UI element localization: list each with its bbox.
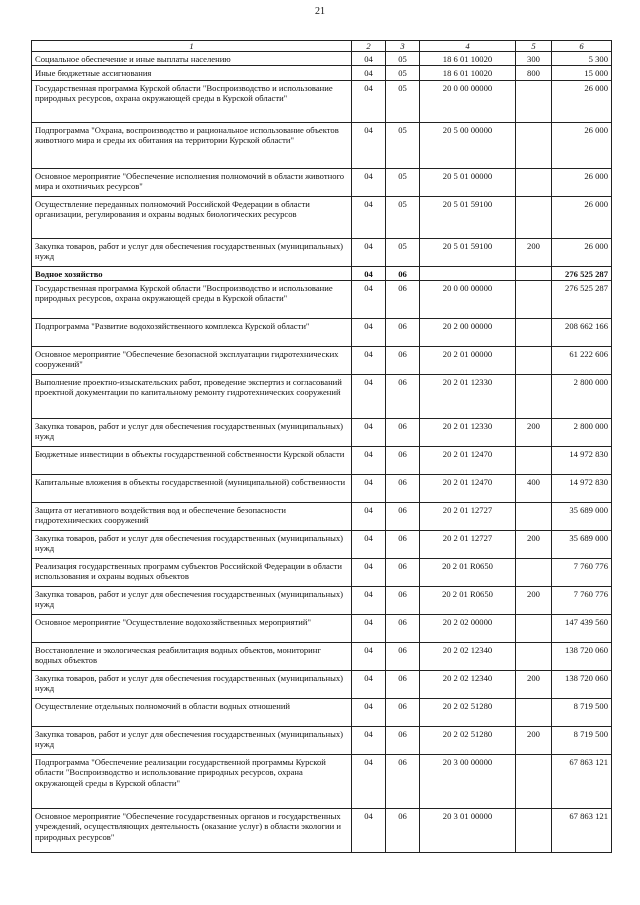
row-name-cell: Закупка товаров, работ и услуг для обеспечения государственных (муниципальных) нужд: [32, 670, 352, 698]
expense-type-cell: [516, 502, 552, 530]
target-article-cell: 20 0 00 00000: [420, 80, 516, 122]
row-name-cell: Реализация государственных программ субъектов Российской Федерации в области использования и охраны водных объектов: [32, 558, 352, 586]
table-row: [32, 238, 612, 266]
amount-cell: 8 719 500: [552, 698, 612, 726]
row-name-cell: Иные бюджетные ассигнования: [32, 66, 352, 80]
column-number-name: 1: [32, 41, 352, 52]
table-row: [32, 754, 612, 808]
table-row: [32, 418, 612, 446]
section-code-cell: 04: [352, 530, 386, 558]
table-row: [32, 168, 612, 196]
amount-cell: 26 000: [552, 168, 612, 196]
target-article-cell: 20 2 02 51280: [420, 698, 516, 726]
subsection-code-cell: 05: [386, 66, 420, 80]
column-number-pr: 3: [386, 41, 420, 52]
row-name-cell: Закупка товаров, работ и услуг для обеспечения государственных (муниципальных) нужд: [32, 530, 352, 558]
target-article-cell: 20 2 01 12727: [420, 502, 516, 530]
subsection-code-cell: 05: [386, 238, 420, 266]
expense-type-cell: 400: [516, 474, 552, 502]
amount-cell: 5 300: [552, 52, 612, 66]
amount-cell: 7 760 776: [552, 558, 612, 586]
amount-cell: 2 800 000: [552, 418, 612, 446]
amount-cell: 7 760 776: [552, 586, 612, 614]
row-name-cell: Основное мероприятие "Осуществление водохозяйственных мероприятий": [32, 614, 352, 642]
table-row: [32, 122, 612, 168]
section-code-cell: 04: [352, 726, 386, 754]
subsection-code-cell: 06: [386, 642, 420, 670]
target-article-cell: 20 2 02 00000: [420, 614, 516, 642]
section-code-cell: 04: [352, 698, 386, 726]
expense-type-cell: [516, 642, 552, 670]
section-code-cell: 04: [352, 66, 386, 80]
table-row: [32, 698, 612, 726]
column-number-sum: 6: [552, 41, 612, 52]
section-code-cell: 04: [352, 614, 386, 642]
target-article-cell: 20 5 01 00000: [420, 168, 516, 196]
amount-cell: 35 689 000: [552, 502, 612, 530]
target-article-cell: 20 2 00 00000: [420, 318, 516, 346]
amount-cell: 14 972 830: [552, 474, 612, 502]
amount-cell: 26 000: [552, 80, 612, 122]
amount-cell: 14 972 830: [552, 446, 612, 474]
section-code-cell: 04: [352, 586, 386, 614]
row-name-cell: Государственная программа Курской области "Воспроизводство и использование природных ресурсов, охрана окружающей среды в Курской области": [32, 280, 352, 318]
subsection-code-cell: 06: [386, 754, 420, 808]
table-row: [32, 446, 612, 474]
amount-cell: 147 439 560: [552, 614, 612, 642]
expense-type-cell: [516, 446, 552, 474]
subsection-code-cell: 06: [386, 318, 420, 346]
subsection-code-cell: 06: [386, 614, 420, 642]
amount-cell: 67 863 121: [552, 808, 612, 852]
subsection-code-cell: 05: [386, 52, 420, 66]
row-name-cell: Подпрограмма "Охрана, воспроизводство и рациональное использование объектов животного мира и среды их обитания на территории Курской области": [32, 122, 352, 168]
subsection-code-cell: 06: [386, 502, 420, 530]
expense-type-cell: [516, 614, 552, 642]
target-article-cell: 20 5 00 00000: [420, 122, 516, 168]
table-row: [32, 280, 612, 318]
row-name-cell: Основное мероприятие "Обеспечение исполнения полномочий в области животного мира и охотничьих ресурсов": [32, 168, 352, 196]
row-name-cell: Выполнение проектно-изыскательских работ, проведение экспертиз и согласований проектной документации по капитальному ремонту гидротехнических сооружений: [32, 374, 352, 418]
section-code-cell: 04: [352, 122, 386, 168]
table-row: [32, 52, 612, 66]
subsection-code-cell: 06: [386, 530, 420, 558]
amount-cell: 276 525 287: [552, 280, 612, 318]
section-code-cell: 04: [352, 374, 386, 418]
table-row: [32, 80, 612, 122]
section-code-cell: 04: [352, 642, 386, 670]
subsection-code-cell: 06: [386, 726, 420, 754]
subsection-code-cell: 06: [386, 418, 420, 446]
section-code-cell: 04: [352, 80, 386, 122]
page-number: 21: [315, 6, 325, 17]
section-code-cell: 04: [352, 238, 386, 266]
target-article-cell: 20 3 00 00000: [420, 754, 516, 808]
target-article-cell: 20 2 01 12330: [420, 374, 516, 418]
amount-cell: 35 689 000: [552, 530, 612, 558]
row-name-cell: Государственная программа Курской области "Воспроизводство и использование природных ресурсов, охрана окружающей среды в Курской области": [32, 80, 352, 122]
target-article-cell: 20 2 02 12340: [420, 642, 516, 670]
row-name-cell: Водное хозяйство: [32, 266, 352, 280]
subsection-code-cell: 06: [386, 346, 420, 374]
expense-type-cell: 300: [516, 52, 552, 66]
subsection-code-cell: 06: [386, 808, 420, 852]
expense-type-cell: 200: [516, 238, 552, 266]
expense-type-cell: [516, 266, 552, 280]
amount-cell: 2 800 000: [552, 374, 612, 418]
expense-type-cell: 200: [516, 726, 552, 754]
section-code-cell: 04: [352, 418, 386, 446]
target-article-cell: 20 2 02 51280: [420, 726, 516, 754]
target-article-cell: 20 0 00 00000: [420, 280, 516, 318]
target-article-cell: 20 2 01 00000: [420, 346, 516, 374]
target-article-cell: 20 3 01 00000: [420, 808, 516, 852]
expense-type-cell: 200: [516, 418, 552, 446]
target-article-cell: 20 2 01 R0650: [420, 558, 516, 586]
section-code-cell: 04: [352, 558, 386, 586]
row-name-cell: Закупка товаров, работ и услуг для обеспечения государственных (муниципальных) нужд: [32, 726, 352, 754]
target-article-cell: 20 2 01 12470: [420, 446, 516, 474]
target-article-cell: 20 5 01 59100: [420, 196, 516, 238]
subsection-code-cell: 06: [386, 474, 420, 502]
subsection-code-cell: 06: [386, 586, 420, 614]
section-code-cell: 04: [352, 670, 386, 698]
expense-type-cell: 200: [516, 670, 552, 698]
expense-type-cell: [516, 318, 552, 346]
table-row: [32, 586, 612, 614]
section-code-cell: 04: [352, 474, 386, 502]
expense-type-cell: [516, 698, 552, 726]
amount-cell: 8 719 500: [552, 726, 612, 754]
section-code-cell: 04: [352, 346, 386, 374]
section-code-cell: 04: [352, 446, 386, 474]
table-row: [32, 558, 612, 586]
target-article-cell: 20 2 01 12470: [420, 474, 516, 502]
expense-type-cell: [516, 80, 552, 122]
section-code-cell: 04: [352, 168, 386, 196]
section-code-cell: 04: [352, 318, 386, 346]
row-name-cell: Защита от негативного воздействия вод и обеспечение безопасности гидротехнических сооружений: [32, 502, 352, 530]
table-row: [32, 614, 612, 642]
row-name-cell: Восстановление и экологическая реабилитация водных объектов, мониторинг водных объектов: [32, 642, 352, 670]
subsection-code-cell: 06: [386, 670, 420, 698]
row-name-cell: Капитальные вложения в объекты государственной (муниципальной) собственности: [32, 474, 352, 502]
row-name-cell: Подпрограмма "Обеспечение реализации государственной программы Курской области "Воспроизводство и использование природных ресурсов, охрана окружающей среды в Курской области": [32, 754, 352, 808]
table-row: [32, 642, 612, 670]
target-article-cell: 20 5 01 59100: [420, 238, 516, 266]
table-row: [32, 474, 612, 502]
section-code-cell: 04: [352, 502, 386, 530]
column-number-csr: 4: [420, 41, 516, 52]
target-article-cell: 20 2 02 12340: [420, 670, 516, 698]
row-name-cell: Осуществление отдельных полномочий в области водных отношений: [32, 698, 352, 726]
amount-cell: 67 863 121: [552, 754, 612, 808]
table-row: [32, 502, 612, 530]
subsection-code-cell: 05: [386, 168, 420, 196]
expense-type-cell: [516, 808, 552, 852]
row-name-cell: Основное мероприятие "Обеспечение безопасной эксплуатации гидротехнических сооружений": [32, 346, 352, 374]
target-article-cell: [420, 266, 516, 280]
column-number-rz: 2: [352, 41, 386, 52]
expense-type-cell: [516, 168, 552, 196]
subsection-code-cell: 05: [386, 196, 420, 238]
target-article-cell: 18 6 01 10020: [420, 66, 516, 80]
row-name-cell: Закупка товаров, работ и услуг для обеспечения государственных (муниципальных) нужд: [32, 586, 352, 614]
amount-cell: 26 000: [552, 122, 612, 168]
amount-cell: 138 720 060: [552, 670, 612, 698]
table-row: [32, 66, 612, 80]
row-name-cell: Осуществление переданных полномочий Российской Федерации в области организации, регулирования и охраны водных биологических ресурсов: [32, 196, 352, 238]
expense-type-cell: 800: [516, 66, 552, 80]
target-article-cell: 20 2 01 R0650: [420, 586, 516, 614]
amount-cell: 208 662 166: [552, 318, 612, 346]
column-number-vr: 5: [516, 41, 552, 52]
expense-type-cell: 200: [516, 586, 552, 614]
amount-cell: 61 222 606: [552, 346, 612, 374]
amount-cell: 26 000: [552, 238, 612, 266]
subsection-code-cell: 06: [386, 446, 420, 474]
amount-cell: 26 000: [552, 196, 612, 238]
section-code-cell: 04: [352, 808, 386, 852]
table-row: [32, 318, 612, 346]
budget-table: [31, 40, 612, 853]
section-code-cell: 04: [352, 196, 386, 238]
section-code-cell: 04: [352, 754, 386, 808]
target-article-cell: 18 6 01 10020: [420, 52, 516, 66]
target-article-cell: 20 2 01 12330: [420, 418, 516, 446]
subsection-code-cell: 05: [386, 122, 420, 168]
expense-type-cell: [516, 346, 552, 374]
subsection-code-cell: 06: [386, 374, 420, 418]
expense-type-cell: [516, 122, 552, 168]
expense-type-cell: [516, 196, 552, 238]
row-name-cell: Подпрограмма "Развитие водохозяйственного комплекса Курской области": [32, 318, 352, 346]
expense-type-cell: [516, 374, 552, 418]
table-row: [32, 530, 612, 558]
column-number-row: [32, 41, 612, 52]
row-name-cell: Закупка товаров, работ и услуг для обеспечения государственных (муниципальных) нужд: [32, 418, 352, 446]
row-name-cell: Бюджетные инвестиции в объекты государственной собственности Курской области: [32, 446, 352, 474]
amount-cell: 138 720 060: [552, 642, 612, 670]
section-code-cell: 04: [352, 52, 386, 66]
row-name-cell: Закупка товаров, работ и услуг для обеспечения государственных (муниципальных) нужд: [32, 238, 352, 266]
table-row: [32, 726, 612, 754]
row-name-cell: Основное мероприятие "Обеспечение государственных органов и государственных учреждений, осуществляющих деятельность (оказание услуг) в области экологии и природных ресурсов": [32, 808, 352, 852]
amount-cell: 276 525 287: [552, 266, 612, 280]
table-row: [32, 346, 612, 374]
table-row: [32, 374, 612, 418]
subsection-code-cell: 05: [386, 80, 420, 122]
subsection-code-cell: 06: [386, 266, 420, 280]
subsection-code-cell: 06: [386, 698, 420, 726]
target-article-cell: 20 2 01 12727: [420, 530, 516, 558]
expense-type-cell: [516, 754, 552, 808]
row-name-cell: Социальное обеспечение и иные выплаты населению: [32, 52, 352, 66]
expense-type-cell: 200: [516, 530, 552, 558]
subsection-code-cell: 06: [386, 558, 420, 586]
section-code-cell: 04: [352, 266, 386, 280]
subsection-code-cell: 06: [386, 280, 420, 318]
table-row: [32, 670, 612, 698]
section-code-cell: 04: [352, 280, 386, 318]
amount-cell: 15 000: [552, 66, 612, 80]
table-row: [32, 196, 612, 238]
table-row: [32, 808, 612, 852]
expense-type-cell: [516, 280, 552, 318]
table-row: [32, 266, 612, 280]
expense-type-cell: [516, 558, 552, 586]
